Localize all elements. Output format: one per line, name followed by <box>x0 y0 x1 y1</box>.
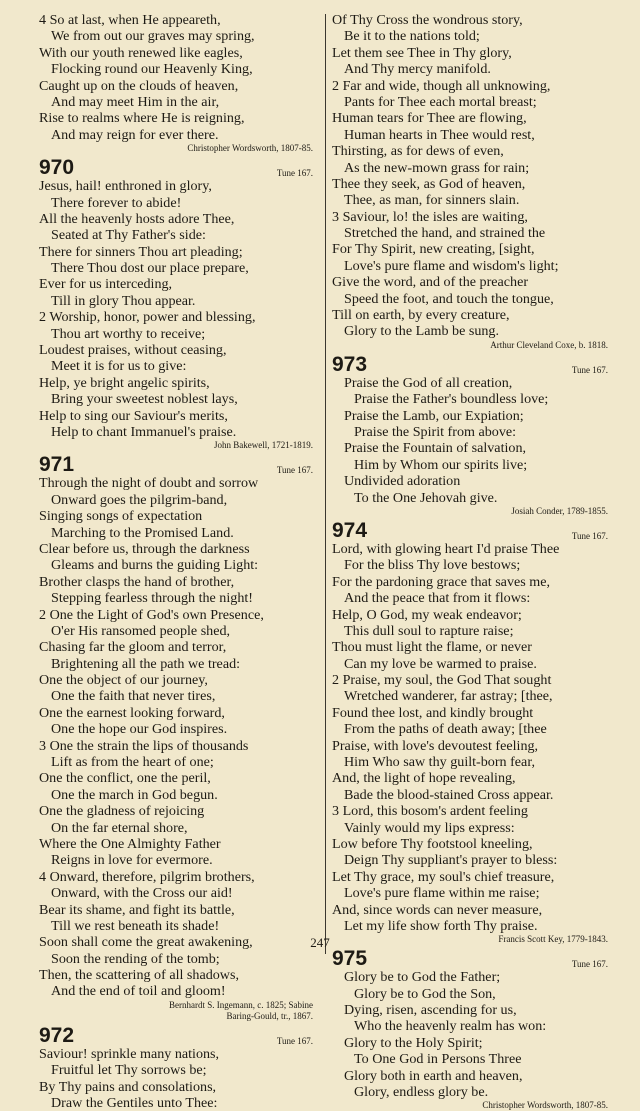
hymn-line: Marching to the Promised Land. <box>51 524 234 541</box>
hymn-line: And Thy mercy manifold. <box>344 61 491 78</box>
hymn-line: Gleams and burns the guiding Light: <box>51 557 259 574</box>
hymn-line: Of Thy Cross the wondrous story, <box>332 12 523 28</box>
hymn-line: Soon shall come the great awakening, <box>39 934 253 951</box>
hymn-line: Onward goes the pilgrim-band, <box>51 491 228 508</box>
hymn-line: And the peace that from it flows: <box>344 590 531 607</box>
hymn-line: Chasing far the gloom and terror, <box>39 639 227 656</box>
hymn-line: 4 Onward, therefore, pilgrim brothers, <box>39 868 255 885</box>
hymn-author: Christopher Wordsworth, 1807-85. <box>482 1100 608 1111</box>
hymn-author: Arthur Cleveland Coxe, b. 1818. <box>490 339 608 350</box>
hymn-975 <box>332 947 614 1111</box>
hymn-line: For Thy Spirit, new creating, [sight, <box>332 241 535 258</box>
hymn-line: 3 Saviour, lo! the isles are waiting, <box>332 208 528 225</box>
hymn-line: Praise the God of all creation, <box>344 374 513 391</box>
hymn-line: 2 Praise, my soul, the God That sought <box>332 672 552 689</box>
hymn-line: One the faith that never tires, <box>51 688 216 705</box>
hymn-line: Bring your sweetest noblest lays, <box>51 391 238 408</box>
hymn-line: Flocking round our Heavenly King, <box>51 61 253 78</box>
hymn-line: 2 Far and wide, though all unknowing, <box>332 77 551 94</box>
hymn-line: Jesus, hail! enthroned in glory, <box>39 178 212 195</box>
hymn-line: Let Thy grace, my soul's chief treasure, <box>332 868 555 885</box>
hymn-line: Thou must light the flame, or never <box>332 639 533 656</box>
page-number: 247 <box>310 935 330 950</box>
hymn-line: Undivided adoration <box>344 473 461 490</box>
hymn-line: 2 Worship, honor, power and blessing, <box>39 309 256 326</box>
hymn-line: And the end of toil and gloom! <box>51 983 226 1000</box>
hymn-line: Glory to the Lamb be sung. <box>344 323 500 340</box>
hymn-line: Glory be to God the Son, <box>354 985 496 1002</box>
hymn-line: Thou art worthy to receive; <box>51 325 206 342</box>
hymn-line: Help, O God, my weak endeavor; <box>332 606 522 623</box>
hymn-line: From the paths of death away; [thee <box>344 721 547 738</box>
hymn-line: Him by Whom our spirits live; <box>354 456 528 473</box>
hymn-line: 3 Lord, this bosom's ardent feeling <box>332 803 528 820</box>
hymn-line: Glory to the Holy Spirit; <box>344 1034 483 1051</box>
hymn-line: For the bliss Thy love bestows; <box>344 557 521 574</box>
tune-label: Tune 167. <box>571 959 608 970</box>
hymn-author: Bernhardt S. Ingemann, c. 1825; Sabine <box>169 999 313 1010</box>
hymn-line: Meet it is for us to give: <box>51 358 187 375</box>
hymn-line: Where the One Almighty Father <box>39 835 221 852</box>
hymn-line: Give the word, and of the preacher <box>332 274 529 291</box>
tune-label: Tune 167. <box>276 465 313 476</box>
hymn-line: And, since words can never measure, <box>332 901 543 918</box>
hymn-line: Found thee lost, and kindly brought <box>332 704 534 721</box>
hymn-author: John Bakewell, 1721-1819. <box>214 440 313 451</box>
hymn-author: Baring-Gould, tr., 1867. <box>226 1010 313 1021</box>
hymn-line: By Thy pains and consolations, <box>39 1078 217 1095</box>
hymn-line: For the pardoning grace that saves me, <box>332 573 550 590</box>
hymn-line: As the new-mown grass for rain; <box>344 159 530 176</box>
column-divider <box>325 14 326 954</box>
hymn-line: Through the night of doubt and sorrow <box>39 475 259 492</box>
hymn-line: One the earnest looking forward, <box>39 704 225 721</box>
hymn-line: Caught up on the clouds of heaven, <box>39 77 239 94</box>
hymn-line: One the object of our journey, <box>39 672 208 689</box>
hymn-line: Wretched wanderer, far astray; [thee, <box>344 688 553 705</box>
hymn-line: 4 So at last, when He appeareth, <box>39 12 221 28</box>
hymn-line: Brightening all the path we tread: <box>51 655 241 672</box>
hymn-line: One the conflict, one the peril, <box>39 770 211 787</box>
hymn-continuation <box>39 12 319 154</box>
hymn-line: Seated at Thy Father's side: <box>51 227 206 244</box>
hymn-line: Human hearts in Thee would rest, <box>344 126 535 143</box>
hymn-line: Ever for us interceding, <box>39 276 173 293</box>
hymn-970 <box>39 156 319 451</box>
hymn-line: One the hope our God inspires. <box>51 721 228 738</box>
hymn-line: Deign Thy suppliant's prayer to bless: <box>344 852 558 869</box>
hymn-line: Help to chant Immanuel's praise. <box>51 423 237 440</box>
hymn-line: Brother clasps the hand of brother, <box>39 573 235 590</box>
hymn-line: Then, the scattering of all shadows, <box>39 967 239 984</box>
hymn-line: Saviour! sprinkle many nations, <box>39 1045 220 1062</box>
hymn-line: Lift as from the heart of one; <box>51 754 214 771</box>
hymn-line: With our youth renewed like eagles, <box>39 44 243 61</box>
hymn-line: Love's pure flame within me raise; <box>344 885 540 902</box>
hymn-line: And, the light of hope revealing, <box>332 770 516 787</box>
hymn-line: Draw the Gentiles unto Thee: <box>51 1095 218 1111</box>
hymn-line: Dying, risen, ascending for us, <box>344 1002 517 1019</box>
hymn-author: Josiah Conder, 1789-1855. <box>511 505 608 516</box>
hymn-line: Praise the Fountain of salvation, <box>344 440 527 457</box>
hymn-header <box>332 353 614 375</box>
hymn-header <box>39 1024 319 1046</box>
hymn-line: Glory, endless glory be. <box>354 1084 489 1101</box>
hymn-line: Help to sing our Saviour's merits, <box>39 407 228 424</box>
hymn-line: To the One Jehovah give. <box>354 489 498 506</box>
hymn-line: There forever to abide! <box>51 194 182 211</box>
hymn-line: Bade the blood-stained Cross appear. <box>344 786 554 803</box>
hymn-line: Praise the Lamb, our Expiation; <box>344 407 524 424</box>
hymn-line: Low before Thy footstool kneeling, <box>332 835 533 852</box>
hymn-number: 970 <box>39 156 75 180</box>
hymn-author: Francis Scott Key, 1779-1843. <box>498 934 608 945</box>
hymn-line: This dull soul to rapture raise; <box>344 622 514 639</box>
hymn-continuation <box>332 12 614 351</box>
hymn-number: 975 <box>332 947 368 971</box>
hymn-line: Onward, with the Cross our aid! <box>51 885 233 902</box>
hymn-number: 973 <box>332 352 368 376</box>
hymn-972 <box>39 1024 319 1111</box>
hymn-line: Clear before us, through the darkness <box>39 540 250 557</box>
hymn-line: Let them see Thee in Thy glory, <box>332 44 512 61</box>
hymn-line: One the march in God begun. <box>51 786 218 803</box>
hymn-header <box>332 519 614 541</box>
hymn-line: Who the heavenly realm has won: <box>354 1018 547 1035</box>
hymn-number: 972 <box>39 1023 75 1047</box>
hymn-line: Can my love be warmed to praise. <box>344 655 537 672</box>
hymn-line: Praise the Spirit from above: <box>354 423 517 440</box>
hymn-author: Christopher Wordsworth, 1807-85. <box>187 143 313 154</box>
hymn-line: Lord, with glowing heart I'd praise Thee <box>332 540 560 557</box>
hymn-number: 974 <box>332 518 368 542</box>
hymn-line: Help, ye bright angelic spirits, <box>39 374 210 391</box>
hymn-line: Singing songs of expectation <box>39 508 203 525</box>
hymn-line: On the far eternal shore, <box>51 819 188 836</box>
hymn-line: Till on earth, by every creature, <box>332 307 510 324</box>
hymn-974 <box>332 519 614 945</box>
hymn-line: Pants for Thee each mortal breast; <box>344 93 537 110</box>
hymn-line: O'er His ransomed people shed, <box>51 622 231 639</box>
hymn-line: Him Who saw thy guilt-born fear, <box>344 754 535 771</box>
hymn-line: Love's pure flame and wisdom's light; <box>344 257 559 274</box>
hymn-line: Rise to realms where He is reigning, <box>39 110 245 127</box>
hymn-line: Till in glory Thou appear. <box>51 292 196 309</box>
hymn-line: Let my life show forth Thy praise. <box>344 917 538 934</box>
hymn-line: Stepping fearless through the night! <box>51 590 253 607</box>
hymn-line: There for sinners Thou art pleading; <box>39 243 243 260</box>
hymn-973 <box>332 353 614 517</box>
hymn-line: Glory be to God the Father; <box>344 969 501 986</box>
hymn-line: 3 One the strain the lips of thousands <box>39 737 249 754</box>
hymn-header <box>39 453 319 475</box>
hymn-line: Human tears for Thee are flowing, <box>332 110 527 127</box>
hymn-line: Thee, as man, for sinners slain. <box>344 192 520 209</box>
hymn-line: All the heavenly hosts adore Thee, <box>39 210 235 227</box>
hymn-header <box>39 156 319 178</box>
hymn-line: Thirsting, as for dews of even, <box>332 143 504 160</box>
hymn-line: Bear its shame, and fight its battle, <box>39 901 235 918</box>
tune-label: Tune 167. <box>571 364 608 375</box>
hymn-line: 2 One the Light of God's own Presence, <box>39 606 264 623</box>
hymn-line: And may reign for ever there. <box>51 126 219 143</box>
hymn-line: Praise, with love's devoutest feeling, <box>332 737 539 754</box>
hymn-line: Till we rest beneath its shade! <box>51 917 220 934</box>
hymn-line: Reigns in love for evermore. <box>51 852 213 869</box>
hymn-line: Fruitful let Thy sorrows be; <box>51 1062 207 1079</box>
hymn-line: Soon the rending of the tomb; <box>51 950 220 967</box>
tune-label: Tune 167. <box>276 1035 313 1046</box>
hymn-line: To One God in Persons Three <box>354 1051 522 1068</box>
hymn-line: Thee they seek, as God of heaven, <box>332 175 526 192</box>
hymn-line: Be it to the nations told; <box>344 28 480 45</box>
hymn-line: Glory both in earth and heaven, <box>344 1067 523 1084</box>
hymn-line: Praise the Father's boundless love; <box>354 391 549 408</box>
hymn-line: And may meet Him in the air, <box>51 93 220 110</box>
hymn-line: Stretched the hand, and strained the <box>344 225 546 242</box>
tune-label: Tune 167. <box>571 530 608 541</box>
hymn-number: 971 <box>39 453 75 477</box>
hymn-line: Speed the foot, and touch the tongue, <box>344 290 554 307</box>
hymn-line: Loudest praises, without ceasing, <box>39 342 227 359</box>
hymn-line: One the gladness of rejoicing <box>39 803 205 820</box>
hymn-line: Vainly would my lips express: <box>344 819 515 836</box>
hymn-line: There Thou dost our place prepare, <box>51 260 249 277</box>
hymn-line: We from out our graves may spring, <box>51 28 255 45</box>
tune-label: Tune 167. <box>276 168 313 179</box>
